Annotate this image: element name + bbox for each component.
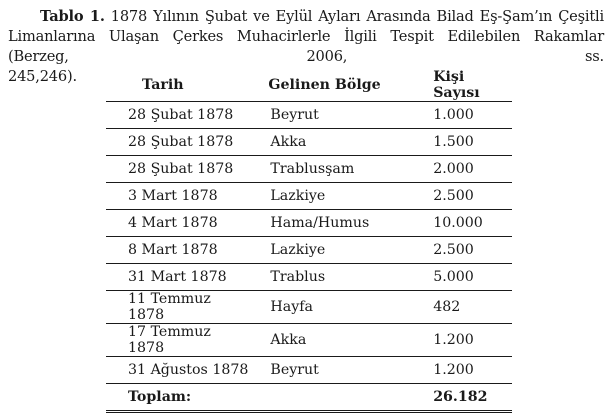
- caption-title-text: 1878 Yılının Şubat ve Eylül Ayları Arasında Bilad Eş-Şam’ın Çeşitli: [110, 8, 604, 25]
- header-row: [106, 69, 512, 102]
- cell-count: 2.000: [405, 156, 512, 183]
- table-row: [106, 102, 512, 129]
- caption-line-2: Limanlarına Ulaşan Çerkes Muhacirlerle İlgili Tespit Edilebilen Rakamlar (Berzeg, 2006, ss.: [8, 28, 604, 65]
- table-row: [106, 324, 512, 357]
- cell-count: 482: [405, 291, 512, 324]
- table-row: [106, 291, 512, 324]
- column-header-region: Gelinen Bölge: [250, 69, 405, 102]
- cell-count: 2.500: [405, 183, 512, 210]
- cell-count: 1.200: [405, 357, 512, 384]
- table-row: [106, 156, 512, 183]
- cell-region: Beyrut: [250, 357, 405, 384]
- data-table: [106, 69, 512, 413]
- cell-count: 1.200: [405, 324, 512, 357]
- cell-region: Trablusşam: [250, 156, 405, 183]
- table-row: [106, 357, 512, 384]
- table-row: [106, 237, 512, 264]
- column-header-count: Kişi Sayısı: [405, 69, 512, 102]
- caption-label: Tablo 1.: [40, 8, 105, 25]
- total-label: Toplam:: [106, 384, 250, 412]
- total-empty-cell: [250, 384, 405, 412]
- caption-line-3: 245,246).: [8, 68, 77, 85]
- cell-count: 5.000: [405, 264, 512, 291]
- cell-region: Akka: [250, 129, 405, 156]
- cell-date: 11 Temmuz 1878: [106, 291, 250, 324]
- cell-region: Lazkiye: [250, 237, 405, 264]
- cell-date: 8 Mart 1878: [106, 237, 250, 264]
- cell-date: 4 Mart 1878: [106, 210, 250, 237]
- column-header-date: Tarih: [106, 69, 250, 102]
- total-row: [106, 384, 512, 412]
- table-row: [106, 264, 512, 291]
- cell-date: 31 Ağustos 1878: [106, 357, 250, 384]
- caption-line-1: [8, 7, 604, 27]
- cell-count: 1.500: [405, 129, 512, 156]
- cell-count: 1.000: [405, 102, 512, 129]
- cell-region: Akka: [250, 324, 405, 357]
- total-value: 26.182: [405, 384, 512, 412]
- table-body: [106, 102, 512, 412]
- table-row: [106, 183, 512, 210]
- cell-date: 17 Temmuz 1878: [106, 324, 250, 357]
- cell-date: 3 Mart 1878: [106, 183, 250, 210]
- cell-region: Trablus: [250, 264, 405, 291]
- cell-region: Hayfa: [250, 291, 405, 324]
- cell-region: Hama/Humus: [250, 210, 405, 237]
- cell-date: 31 Mart 1878: [106, 264, 250, 291]
- cell-region: Lazkiye: [250, 183, 405, 210]
- cell-region: Beyrut: [250, 102, 405, 129]
- table-row: [106, 210, 512, 237]
- cell-date: 28 Şubat 1878: [106, 102, 250, 129]
- table-header: [106, 69, 512, 102]
- cell-count: 10.000: [405, 210, 512, 237]
- cell-date: 28 Şubat 1878: [106, 129, 250, 156]
- cell-count: 2.500: [405, 237, 512, 264]
- cell-date: 28 Şubat 1878: [106, 156, 250, 183]
- table-row: [106, 129, 512, 156]
